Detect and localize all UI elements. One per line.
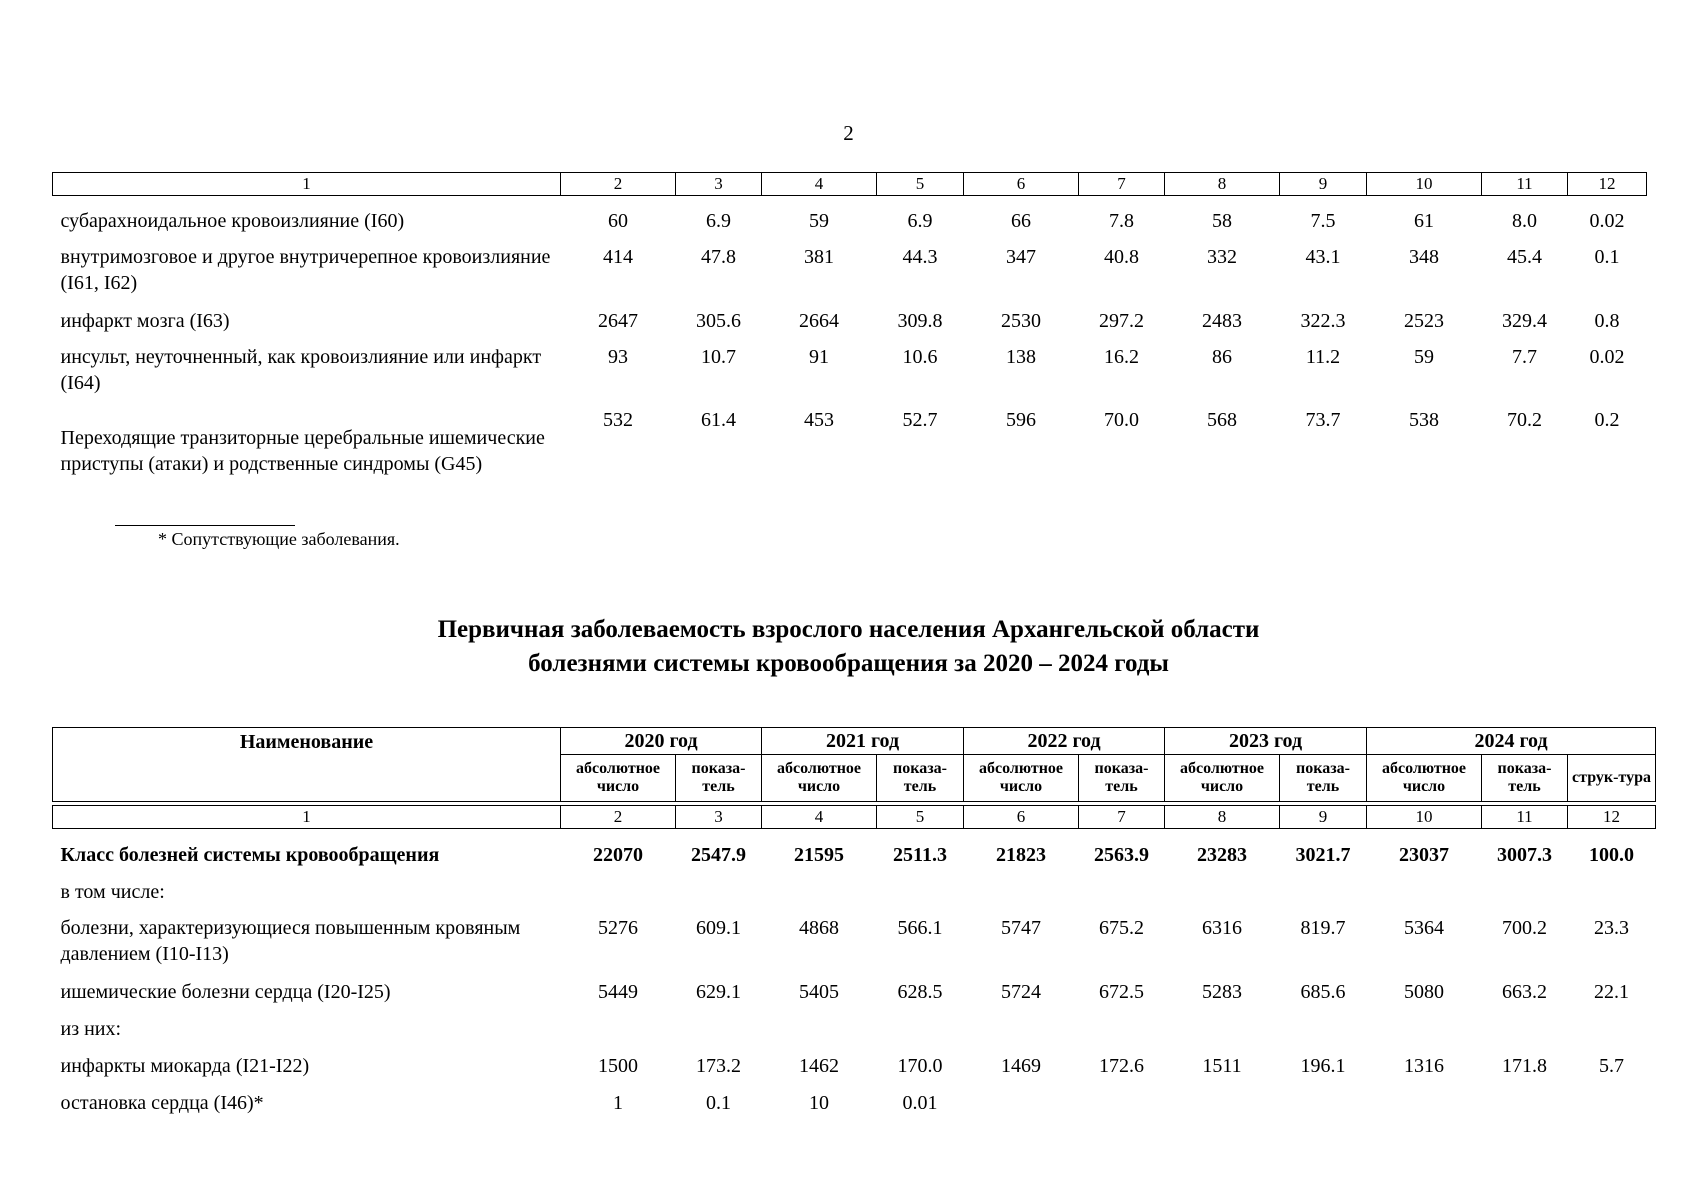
value-cell: 7.5 bbox=[1310, 210, 1336, 232]
rate-header: показа-тель bbox=[877, 755, 964, 802]
column-number: 2 bbox=[561, 806, 676, 829]
value-cell: 1316 bbox=[1404, 1055, 1444, 1077]
column-number: 9 bbox=[1280, 173, 1367, 196]
column-number: 5 bbox=[877, 173, 964, 196]
name-header: Наименование bbox=[53, 728, 561, 802]
year-header: 2024 год bbox=[1367, 728, 1656, 755]
value-cell: 414 bbox=[603, 246, 633, 268]
value-cell: 819.7 bbox=[1300, 917, 1346, 939]
year-header: 2020 год bbox=[561, 728, 762, 755]
column-number: 10 bbox=[1367, 806, 1482, 829]
absolute-number-header: абсолютное число bbox=[762, 755, 877, 802]
column-number: 10 bbox=[1367, 173, 1482, 196]
title-line-2: болезнями системы кровообращения за 2020 – 2024 годы bbox=[528, 650, 1169, 677]
value-cell: 70.0 bbox=[1104, 409, 1139, 431]
value-cell: 173.2 bbox=[696, 1055, 741, 1077]
table-row bbox=[53, 1043, 1656, 1080]
value-cell: 3021.7 bbox=[1295, 844, 1351, 866]
column-number: 1 bbox=[53, 806, 561, 829]
value-cell: 138 bbox=[1006, 346, 1036, 368]
value-cell bbox=[964, 869, 1079, 906]
value-cell bbox=[1482, 1006, 1568, 1043]
value-cell: 609.1 bbox=[696, 917, 741, 939]
value-cell: 22.1 bbox=[1594, 981, 1629, 1003]
page-number: 2 bbox=[843, 121, 854, 145]
value-cell: 1500 bbox=[598, 1055, 638, 1077]
value-cell: 348 bbox=[1409, 246, 1439, 268]
value-cell: 73.7 bbox=[1305, 409, 1341, 431]
column-number: 9 bbox=[1280, 806, 1367, 829]
footnote-divider bbox=[115, 525, 295, 526]
value-cell bbox=[1280, 869, 1367, 906]
column-number: 12 bbox=[1568, 173, 1647, 196]
value-cell bbox=[762, 1006, 877, 1043]
column-number: 8 bbox=[1165, 806, 1280, 829]
column-number: 6 bbox=[964, 806, 1079, 829]
column-number: 4 bbox=[762, 173, 877, 196]
table-row bbox=[53, 235, 1647, 298]
row-name: инсульт, неуточненный, как кровоизлияние или инфаркт (I64) bbox=[60, 346, 542, 394]
incidence-table-body bbox=[53, 829, 1656, 1118]
column-number: 1 bbox=[53, 173, 561, 196]
value-cell: 453 bbox=[804, 409, 834, 431]
section-title bbox=[0, 613, 1697, 681]
value-cell bbox=[1165, 1006, 1280, 1043]
value-cell: 11.2 bbox=[1305, 346, 1341, 368]
value-cell bbox=[964, 1080, 1079, 1117]
value-cell: 10.6 bbox=[902, 346, 938, 368]
value-cell: 21823 bbox=[996, 844, 1046, 866]
value-cell: 43.1 bbox=[1305, 246, 1341, 268]
value-cell: 322.3 bbox=[1300, 310, 1346, 332]
value-cell bbox=[1165, 869, 1280, 906]
year-header: 2022 год bbox=[964, 728, 1165, 755]
value-cell bbox=[1079, 1080, 1165, 1117]
value-cell: 22070 bbox=[593, 844, 643, 866]
value-cell: 44.3 bbox=[902, 246, 938, 268]
value-cell: 329.4 bbox=[1502, 310, 1547, 332]
value-cell: 596 bbox=[1006, 409, 1036, 431]
year-header-row bbox=[53, 728, 1656, 755]
value-cell bbox=[676, 1006, 762, 1043]
value-cell: 196.1 bbox=[1300, 1055, 1346, 1077]
rate-header: показа-тель bbox=[1280, 755, 1367, 802]
value-cell bbox=[1079, 1006, 1165, 1043]
value-cell: 172.6 bbox=[1099, 1055, 1144, 1077]
value-cell: 59 bbox=[1414, 346, 1434, 368]
column-number: 5 bbox=[877, 806, 964, 829]
value-cell: 2547.9 bbox=[691, 844, 746, 866]
value-cell: 91 bbox=[809, 346, 829, 368]
rate-header: показа-тель bbox=[1079, 755, 1165, 802]
value-cell: 100.0 bbox=[1589, 844, 1634, 866]
value-cell: 61.4 bbox=[701, 409, 736, 431]
value-cell bbox=[1280, 1006, 1367, 1043]
value-cell: 566.1 bbox=[897, 917, 943, 939]
value-cell: 538 bbox=[1409, 409, 1439, 431]
value-cell: 1511 bbox=[1202, 1055, 1242, 1077]
footnote: * Сопутствующие заболевания. bbox=[158, 529, 400, 549]
value-cell: 3007.3 bbox=[1497, 844, 1552, 866]
value-cell: 1 bbox=[613, 1092, 623, 1114]
value-cell: 66 bbox=[1011, 210, 1031, 232]
value-cell: 663.2 bbox=[1502, 981, 1547, 1003]
value-cell: 5449 bbox=[598, 981, 638, 1003]
value-cell: 5276 bbox=[598, 917, 638, 939]
value-cell: 0.02 bbox=[1589, 210, 1625, 232]
value-cell bbox=[1482, 1080, 1568, 1117]
value-cell: 60 bbox=[608, 210, 628, 232]
value-cell: 628.5 bbox=[897, 981, 943, 1003]
value-cell: 93 bbox=[608, 346, 628, 368]
value-cell: 0.02 bbox=[1589, 346, 1625, 368]
value-cell: 2523 bbox=[1404, 310, 1444, 332]
value-cell: 685.6 bbox=[1300, 981, 1346, 1003]
value-cell: 332 bbox=[1207, 246, 1237, 268]
column-number: 11 bbox=[1482, 806, 1568, 829]
value-cell: 86 bbox=[1212, 346, 1232, 368]
incidence-table bbox=[52, 727, 1656, 1117]
column-number-row bbox=[53, 806, 1656, 829]
value-cell: 6316 bbox=[1202, 917, 1242, 939]
value-cell: 0.2 bbox=[1594, 409, 1620, 431]
value-cell: 1469 bbox=[1001, 1055, 1041, 1077]
value-cell: 16.2 bbox=[1104, 346, 1139, 368]
value-cell: 700.2 bbox=[1502, 917, 1547, 939]
rate-header: показа-тель bbox=[676, 755, 762, 802]
table-row bbox=[53, 298, 1647, 335]
column-number: 7 bbox=[1079, 173, 1165, 196]
value-cell bbox=[1568, 1006, 1656, 1043]
value-cell: 23037 bbox=[1399, 844, 1449, 866]
table-row bbox=[53, 969, 1656, 1006]
value-cell: 2647 bbox=[598, 310, 638, 332]
value-cell bbox=[1482, 869, 1568, 906]
value-cell: 1462 bbox=[799, 1055, 839, 1077]
year-header: 2023 год bbox=[1165, 728, 1367, 755]
column-number: 11 bbox=[1482, 173, 1568, 196]
value-cell: 45.4 bbox=[1507, 246, 1542, 268]
value-cell: 8.0 bbox=[1512, 210, 1537, 232]
value-cell: 5405 bbox=[799, 981, 839, 1003]
value-cell: 6.9 bbox=[907, 210, 933, 232]
absolute-number-header: абсолютное число bbox=[964, 755, 1079, 802]
value-cell bbox=[877, 1006, 964, 1043]
value-cell: 2563.9 bbox=[1094, 844, 1149, 866]
table-row bbox=[53, 869, 1656, 906]
value-cell bbox=[1367, 1080, 1482, 1117]
table-row bbox=[53, 1080, 1656, 1117]
value-cell bbox=[1568, 869, 1656, 906]
value-cell: 381 bbox=[804, 246, 834, 268]
column-number: 6 bbox=[964, 173, 1079, 196]
rate-header: показа-тель bbox=[1482, 755, 1568, 802]
value-cell: 672.5 bbox=[1099, 981, 1144, 1003]
value-cell bbox=[877, 869, 964, 906]
value-cell: 532 bbox=[603, 409, 633, 431]
value-cell: 47.8 bbox=[701, 246, 736, 268]
row-name: внутримозговое и другое внутричерепное кровоизлияние (I61, I62) bbox=[60, 246, 551, 294]
value-cell bbox=[561, 1006, 676, 1043]
table-row bbox=[53, 906, 1656, 969]
value-cell: 170.0 bbox=[897, 1055, 943, 1077]
value-cell bbox=[964, 1006, 1079, 1043]
value-cell: 2530 bbox=[1001, 310, 1041, 332]
value-cell bbox=[1367, 869, 1482, 906]
value-cell: 4868 bbox=[799, 917, 839, 939]
value-cell: 5724 bbox=[1001, 981, 1041, 1003]
row-name: инфаркт мозга (I63) bbox=[60, 310, 230, 332]
value-cell: 10.7 bbox=[701, 346, 736, 368]
column-number: 4 bbox=[762, 806, 877, 829]
value-cell: 5.7 bbox=[1599, 1055, 1624, 1077]
row-name: инфаркты миокарда (I21-I22) bbox=[60, 1055, 310, 1077]
column-number: 3 bbox=[676, 806, 762, 829]
row-name: в том числе: bbox=[60, 881, 165, 903]
column-number: 2 bbox=[561, 173, 676, 196]
value-cell bbox=[561, 869, 676, 906]
value-cell: 5364 bbox=[1404, 917, 1444, 939]
value-cell: 0.1 bbox=[706, 1092, 731, 1114]
value-cell bbox=[1568, 1080, 1656, 1117]
row-name: субарахноидальное кровоизлияние (I60) bbox=[60, 210, 405, 232]
value-cell: 7.7 bbox=[1512, 346, 1537, 368]
absolute-number-header: абсолютное число bbox=[1367, 755, 1482, 802]
structure-header: струк-тура bbox=[1568, 755, 1656, 802]
value-cell: 40.8 bbox=[1104, 246, 1139, 268]
value-cell: 21595 bbox=[794, 844, 844, 866]
value-cell: 23.3 bbox=[1594, 917, 1629, 939]
continuation-table-body bbox=[53, 196, 1647, 516]
row-name: Класс болезней системы кровообращения bbox=[60, 844, 440, 866]
value-cell: 629.1 bbox=[696, 981, 741, 1003]
value-cell: 0.1 bbox=[1594, 246, 1620, 268]
value-cell: 0.8 bbox=[1594, 310, 1620, 332]
table-row bbox=[53, 335, 1647, 398]
table-row bbox=[53, 398, 1647, 515]
value-cell bbox=[1079, 869, 1165, 906]
value-cell: 5283 bbox=[1202, 981, 1242, 1003]
continuation-table bbox=[52, 172, 1647, 515]
value-cell: 59 bbox=[809, 210, 829, 232]
value-cell: 305.6 bbox=[696, 310, 741, 332]
value-cell bbox=[676, 869, 762, 906]
value-cell: 0.01 bbox=[902, 1092, 938, 1114]
value-cell: 309.8 bbox=[897, 310, 943, 332]
value-cell: 347 bbox=[1006, 246, 1036, 268]
table-row bbox=[53, 1006, 1656, 1043]
value-cell bbox=[1280, 1080, 1367, 1117]
value-cell: 568 bbox=[1207, 409, 1237, 431]
value-cell: 70.2 bbox=[1507, 409, 1542, 431]
column-number-row bbox=[53, 173, 1647, 196]
value-cell: 297.2 bbox=[1099, 310, 1144, 332]
value-cell: 2511.3 bbox=[893, 844, 947, 866]
value-cell: 5747 bbox=[1001, 917, 1041, 939]
value-cell: 2664 bbox=[799, 310, 839, 332]
row-name: из них: bbox=[60, 1018, 122, 1040]
value-cell: 675.2 bbox=[1099, 917, 1144, 939]
value-cell bbox=[1367, 1006, 1482, 1043]
year-header: 2021 год bbox=[762, 728, 964, 755]
value-cell: 23283 bbox=[1197, 844, 1247, 866]
value-cell: 52.7 bbox=[902, 409, 938, 431]
value-cell: 7.8 bbox=[1109, 210, 1134, 232]
value-cell bbox=[1165, 1080, 1280, 1117]
column-number: 8 bbox=[1165, 173, 1280, 196]
column-number: 12 bbox=[1568, 806, 1656, 829]
absolute-number-header: абсолютное число bbox=[1165, 755, 1280, 802]
absolute-number-header: абсолютное число bbox=[561, 755, 676, 802]
value-cell: 5080 bbox=[1404, 981, 1444, 1003]
title-line-1: Первичная заболеваемость взрослого населения Архангельской области bbox=[437, 616, 1260, 643]
value-cell: 2483 bbox=[1202, 310, 1242, 332]
column-number: 7 bbox=[1079, 806, 1165, 829]
table-row bbox=[53, 829, 1656, 870]
table-row bbox=[53, 196, 1647, 236]
row-name: Переходящие транзиторные церебральные ишемические приступы (атаки) и родственные синдромы (G45) bbox=[60, 427, 545, 475]
row-name: остановка сердца (I46)* bbox=[60, 1092, 264, 1114]
row-name: болезни, характеризующиеся повышенным кровяным давлением (I10-I13) bbox=[60, 917, 521, 965]
value-cell: 10 bbox=[809, 1092, 829, 1114]
value-cell bbox=[762, 869, 877, 906]
value-cell: 171.8 bbox=[1502, 1055, 1547, 1077]
value-cell: 6.9 bbox=[706, 210, 731, 232]
value-cell: 58 bbox=[1212, 210, 1232, 232]
column-number: 3 bbox=[676, 173, 762, 196]
row-name: ишемические болезни сердца (I20-I25) bbox=[60, 981, 391, 1003]
value-cell: 61 bbox=[1414, 210, 1434, 232]
